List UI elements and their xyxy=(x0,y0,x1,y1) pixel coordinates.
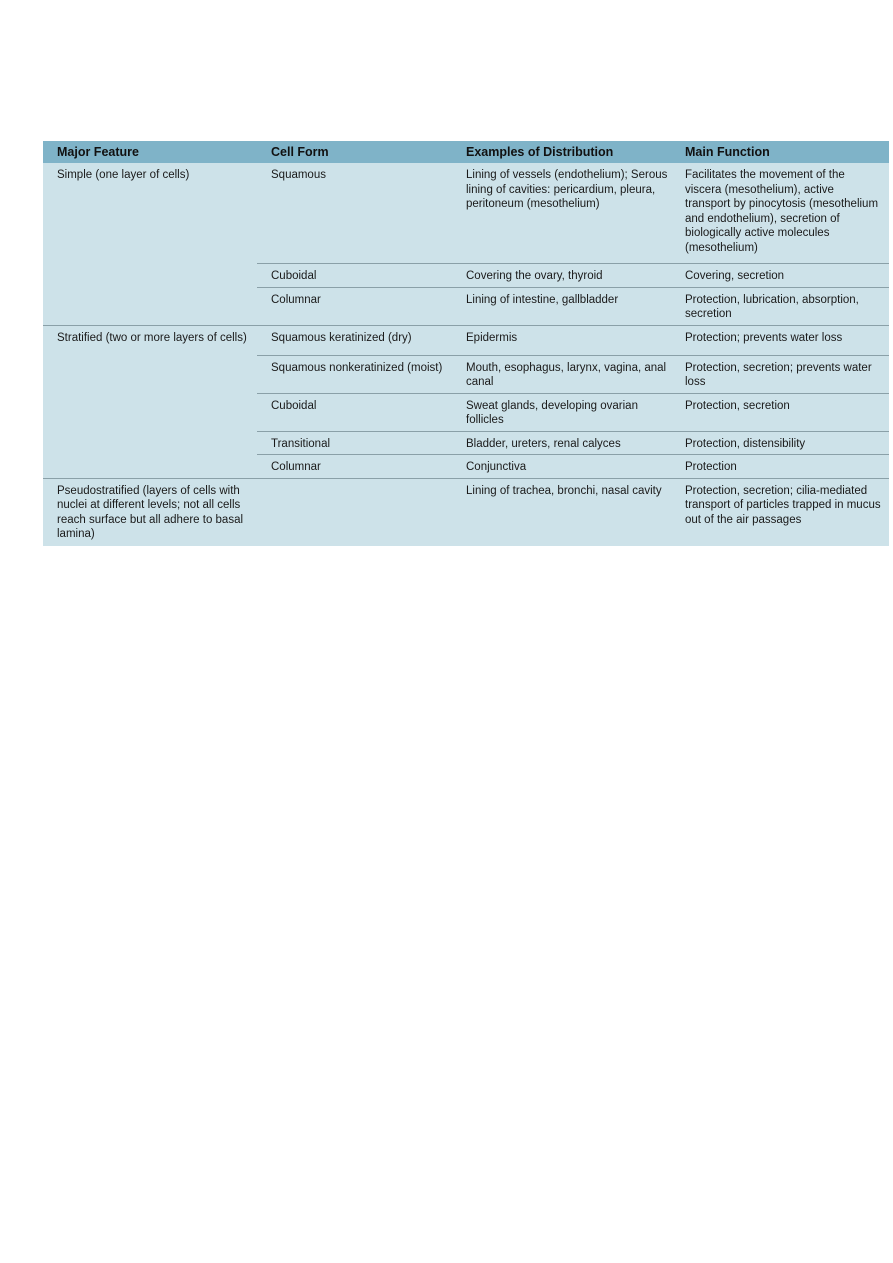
table-row xyxy=(257,163,889,264)
cell-examples: Covering the ovary, thyroid xyxy=(466,270,603,282)
table-row xyxy=(257,264,889,288)
cell-function: Covering, secretion xyxy=(685,270,785,282)
table-group-pseudostratified xyxy=(43,479,889,546)
cell-function: Protection xyxy=(685,461,737,473)
cell-form: Columnar xyxy=(271,461,321,473)
group-rows xyxy=(257,163,889,325)
table-row xyxy=(257,288,889,325)
cell-form: Squamous nonkeratinized (moist) xyxy=(271,361,443,374)
table-row xyxy=(257,455,889,478)
table-row xyxy=(257,326,889,356)
header-examples-of-distribution: Examples of Distribution xyxy=(466,145,614,159)
cell-function: Protection, secretion xyxy=(685,399,790,412)
cell-function: Protection; prevents water loss xyxy=(685,331,843,344)
cell-function: Protection, secretion; cilia-mediated transport of particles trapped in mucus out of the air passages xyxy=(685,484,881,526)
cell-examples: Bladder, ureters, renal calyces xyxy=(466,437,621,450)
header-main-function: Main Function xyxy=(685,145,770,159)
cell-function: Protection, distensibility xyxy=(685,437,806,450)
cell-form: Squamous xyxy=(271,169,326,181)
major-feature-cell: Simple (one layer of cells) xyxy=(57,169,190,181)
table-group-stratified xyxy=(43,326,889,479)
cell-form: Squamous keratinized (dry) xyxy=(271,331,412,344)
cell-examples: Epidermis xyxy=(466,331,518,344)
major-feature-cell: Pseudostratified (layers of cells with nuclei at different levels; not all cells reach surface but all adhere to basal lamina) xyxy=(57,484,244,540)
epithelia-table xyxy=(43,141,889,546)
header-cell-form: Cell Form xyxy=(271,145,329,159)
table-row xyxy=(257,356,889,394)
cell-examples: Lining of vessels (endothelium); Serous lining of cavities: pericardium, pleura, peritoneum (mesothelium) xyxy=(466,169,668,210)
cell-examples: Mouth, esophagus, larynx, vagina, anal canal xyxy=(466,361,667,388)
cell-function: Protection, lubrication, absorption, secretion xyxy=(685,293,859,320)
cell-form xyxy=(257,479,452,531)
cell-function: Protection, secretion; prevents water loss xyxy=(685,361,872,388)
cell-form: Columnar xyxy=(271,293,321,306)
cell-form: Cuboidal xyxy=(271,270,317,282)
group-rows xyxy=(257,479,889,546)
cell-form: Transitional xyxy=(271,437,331,450)
group-rows xyxy=(257,326,889,478)
table-group-simple xyxy=(43,163,889,326)
cell-examples: Conjunctiva xyxy=(466,461,527,473)
cell-examples: Lining of intestine, gallbladder xyxy=(466,293,619,306)
table-row xyxy=(257,432,889,456)
header-major-feature: Major Feature xyxy=(57,145,139,159)
major-feature-cell: Stratified (two or more layers of cells) xyxy=(57,331,247,344)
cell-examples: Lining of trachea, bronchi, nasal cavity xyxy=(466,484,662,497)
table-row xyxy=(257,479,889,531)
table-row xyxy=(257,394,889,432)
cell-examples: Sweat glands, developing ovarian follicles xyxy=(466,399,638,426)
cell-function: Facilitates the movement of the viscera (mesothelium), active transport by pinocytosis (mesothelium and endothelium), secretion of biologically active molecules (mesothelium) xyxy=(685,169,879,254)
table-header-row xyxy=(43,141,889,163)
cell-form: Cuboidal xyxy=(271,399,317,412)
